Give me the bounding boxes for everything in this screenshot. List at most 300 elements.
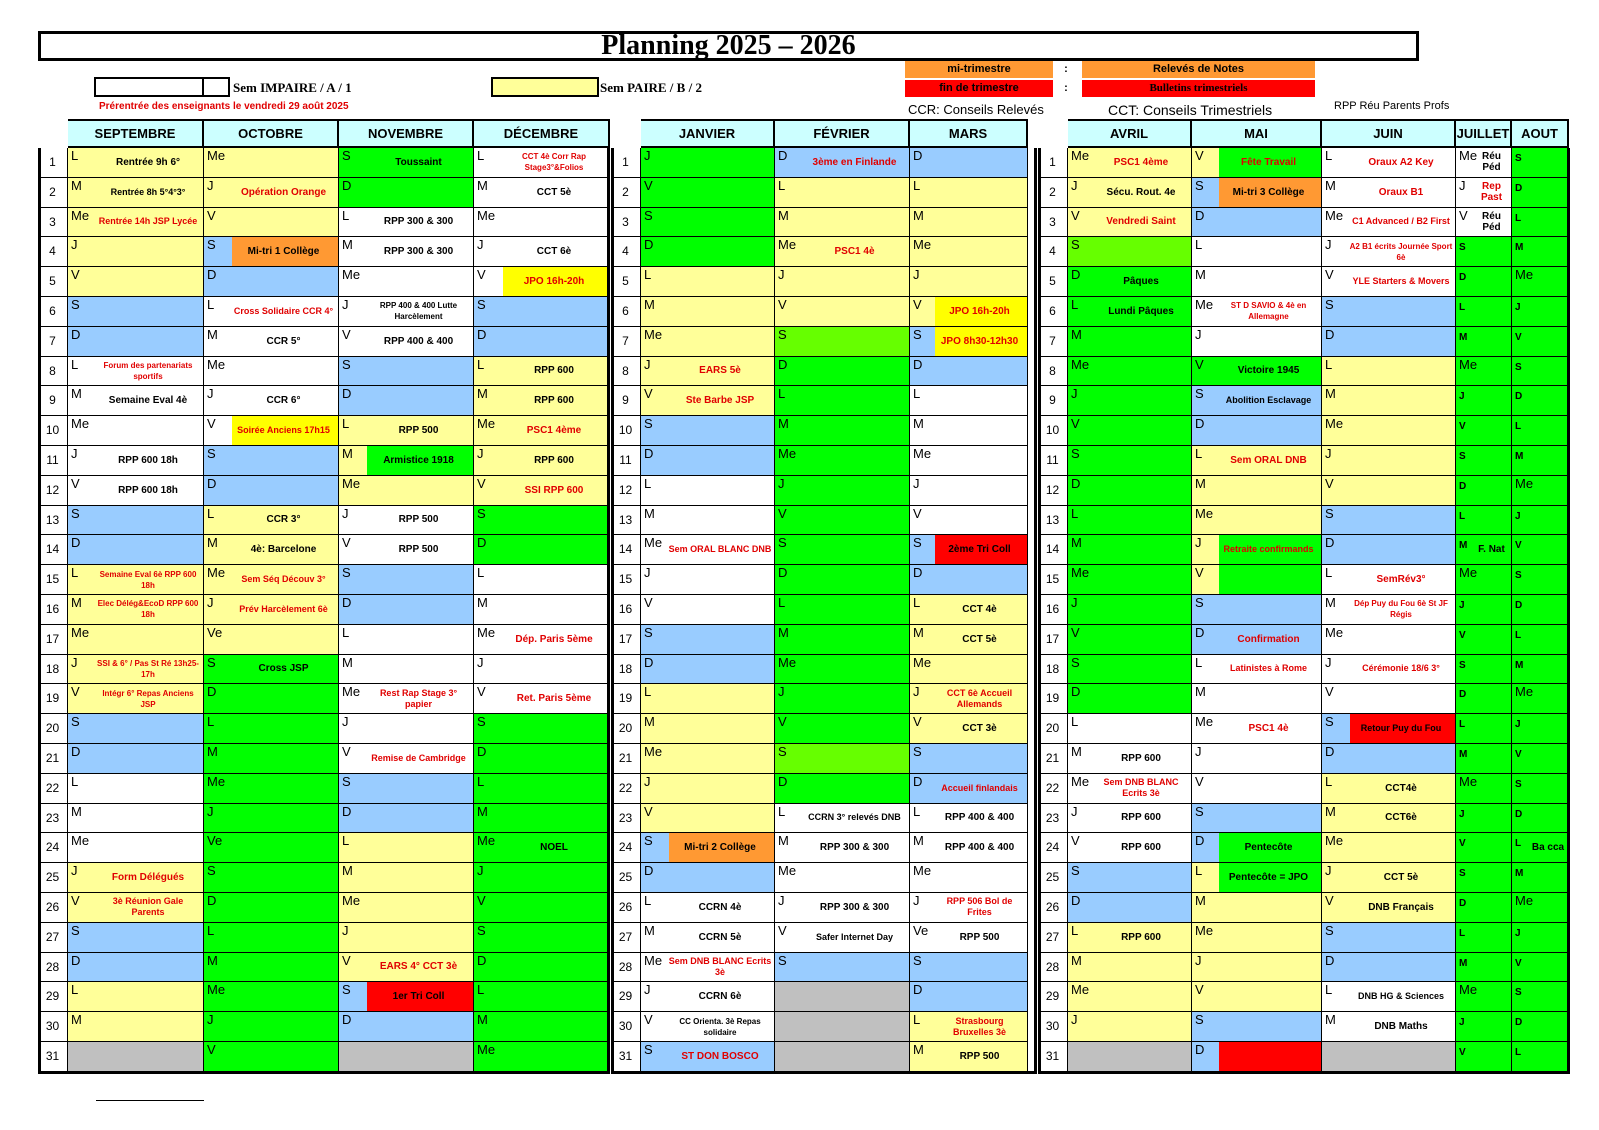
- day-letter: S: [1515, 778, 1522, 790]
- day-letter: S: [1195, 803, 1204, 819]
- event-label: Latinistes à Rome: [1229, 663, 1308, 674]
- day-letter: V: [342, 535, 351, 551]
- event-label: Soirée Anciens 17h15: [237, 425, 330, 436]
- day-number: 20: [611, 714, 641, 744]
- day-letter: Me: [71, 416, 90, 432]
- day-letter: L: [207, 297, 215, 312]
- day-letter: L: [1195, 237, 1203, 253]
- event-label: Sem DNB BLANC Ecrits 3è: [668, 955, 772, 977]
- day-letter: Me: [71, 833, 90, 849]
- day-letter: Me: [71, 207, 90, 223]
- day-letter: M: [1459, 749, 1468, 760]
- event-label: RPP 400 & 400: [383, 335, 454, 347]
- day-letter: Me: [1325, 207, 1344, 223]
- day-number: 18: [1038, 655, 1068, 685]
- day-letter: V: [71, 267, 80, 283]
- day-letter: Me: [207, 982, 226, 998]
- day-letter: J: [477, 654, 484, 670]
- event-label: 4è: Barcelone: [250, 544, 317, 556]
- event-label: RPP 600: [1121, 931, 1161, 943]
- day-letter: M: [913, 833, 924, 849]
- event-label: Safer Internet Day: [815, 931, 894, 942]
- day-letter: M: [1325, 386, 1336, 402]
- day-letter: L: [644, 893, 652, 908]
- day-letter: S: [913, 744, 922, 759]
- event-label: F. Nat: [1478, 544, 1505, 556]
- day-letter: M: [477, 595, 488, 610]
- event-label: CCRN 4è: [698, 901, 742, 913]
- event-label: Mi-tri 3 Collège: [1232, 186, 1305, 198]
- day-number: 16: [611, 595, 641, 625]
- day-number: 28: [611, 953, 641, 983]
- day-letter: S: [1195, 595, 1204, 610]
- day-letter: M: [1195, 684, 1206, 700]
- month-header-6: FÉVRIER: [775, 119, 910, 148]
- event-label: Lundi Pâques: [1108, 305, 1174, 317]
- day-letter: M: [1325, 803, 1336, 819]
- day-letter: J: [913, 267, 920, 283]
- event-label: RPP 500: [398, 544, 439, 556]
- day-letter: L: [1071, 922, 1079, 938]
- day-letter: M: [207, 535, 218, 551]
- day-letter: V: [913, 505, 922, 521]
- day-letter: Me: [477, 624, 496, 640]
- month-header-3: NOVEMBRE: [339, 119, 474, 148]
- day-letter: Me: [913, 654, 932, 670]
- day-letter: J: [477, 863, 484, 879]
- day-letter: L: [207, 714, 215, 730]
- day-letter: L: [71, 565, 79, 581]
- day-letter: J: [644, 356, 651, 372]
- day-letter: Me: [913, 237, 932, 253]
- day-number: 14: [1038, 535, 1068, 565]
- day-letter: S: [71, 714, 80, 730]
- day-letter: V: [1515, 540, 1522, 552]
- day-letter: S: [913, 326, 922, 342]
- day-letter: Me: [477, 416, 496, 432]
- day-letter: Me: [207, 356, 226, 372]
- day-number: 22: [38, 774, 68, 804]
- calendar-block-1: [38, 148, 610, 1074]
- event-label: CCT 6è Accueil Allemands: [946, 687, 1013, 709]
- day-letter: V: [1459, 207, 1468, 223]
- day-letter: J: [71, 237, 78, 253]
- event-label: RPP 600: [534, 395, 574, 407]
- event-label: Cérémonie 18/6 3°: [1362, 663, 1440, 674]
- day-number: 26: [38, 893, 68, 923]
- event-label: RPP 400 & 400: [944, 842, 1015, 854]
- event-label: CCRN 6è: [698, 991, 742, 1003]
- day-number: 17: [611, 625, 641, 655]
- day-letter: Me: [1071, 356, 1090, 372]
- day-number: 25: [1038, 863, 1068, 893]
- day-letter: S: [1459, 659, 1466, 671]
- day-number: 18: [38, 655, 68, 685]
- day-letter: L: [71, 148, 79, 163]
- day-letter: S: [71, 922, 80, 938]
- event-label: CCR 3°: [266, 514, 301, 526]
- day-letter: L: [778, 803, 786, 819]
- day-letter: L: [778, 595, 786, 610]
- day-letter: Me: [477, 207, 496, 223]
- day-letter: J: [644, 982, 651, 998]
- day-letter: Me: [207, 773, 226, 789]
- day-letter: Me: [342, 475, 361, 491]
- day-letter: J: [1195, 535, 1202, 551]
- day-number: 15: [1038, 565, 1068, 595]
- day-letter: M: [207, 744, 218, 759]
- day-letter: L: [1195, 654, 1203, 670]
- day-number: 23: [1038, 804, 1068, 834]
- event-label: CCT 5è: [536, 186, 572, 198]
- day-letter: L: [1515, 421, 1522, 433]
- day-letter: D: [1195, 624, 1205, 640]
- event-label: Accueil finlandais: [941, 782, 1018, 793]
- day-letter: S: [1459, 451, 1466, 462]
- day-letter: Me: [1071, 148, 1090, 163]
- day-number: 20: [38, 714, 68, 744]
- day-letter: L: [644, 267, 652, 283]
- day-letter: D: [71, 952, 81, 968]
- event-label: CCT6è: [1385, 812, 1417, 824]
- day-letter: M: [71, 386, 82, 402]
- day-letter: D: [1195, 416, 1205, 432]
- event-label: Pâques: [1123, 276, 1159, 288]
- day-number: 2: [1038, 178, 1068, 208]
- day-letter: M: [1515, 868, 1524, 880]
- event-label: PSC1 4ème: [1113, 156, 1169, 168]
- event-label: DNB HG & Sciences: [1357, 991, 1445, 1002]
- event-label: Intégr 6° Repas Anciens JSP: [102, 688, 194, 709]
- day-letter: V: [778, 505, 787, 521]
- day-letter: J: [477, 237, 484, 253]
- day-letter: M: [1459, 957, 1468, 969]
- day-number: 11: [1038, 446, 1068, 476]
- day-letter: M: [342, 863, 353, 879]
- day-letter: J: [1515, 719, 1521, 731]
- day-letter: S: [913, 535, 922, 551]
- event-label: ST D SAVIO & 4è en Allemagne: [1230, 301, 1307, 322]
- day-number: 3: [611, 208, 641, 238]
- day-letter: D: [207, 893, 217, 908]
- day-letter: S: [207, 863, 216, 879]
- day-letter: V: [1325, 893, 1334, 908]
- day-letter: M: [913, 624, 924, 640]
- day-number: 5: [38, 267, 68, 297]
- day-letter: J: [1195, 744, 1202, 759]
- day-number: 4: [38, 237, 68, 267]
- day-letter: M: [71, 177, 82, 193]
- day-letter: S: [1459, 242, 1466, 254]
- day-number: 19: [1038, 684, 1068, 714]
- day-letter: Me: [644, 952, 663, 968]
- day-letter: J: [342, 505, 349, 521]
- day-letter: S: [1515, 361, 1522, 373]
- day-letter: V: [1325, 475, 1334, 491]
- day-number: 22: [1038, 774, 1068, 804]
- day-letter: V: [71, 475, 80, 491]
- day-number: 22: [611, 774, 641, 804]
- event-label: JPO 16h-20h: [523, 276, 585, 288]
- day-number: 3: [38, 208, 68, 238]
- day-letter: M: [1325, 595, 1336, 610]
- day-letter: D: [1325, 952, 1335, 968]
- day-letter: D: [913, 773, 923, 789]
- day-letter: M: [1325, 177, 1336, 193]
- day-number: 24: [1038, 833, 1068, 863]
- day-letter: L: [1459, 302, 1466, 313]
- day-letter: Ve: [207, 624, 223, 640]
- event-label: JPO 8h30-12h30: [940, 335, 1019, 347]
- day-letter: V: [1071, 416, 1080, 432]
- day-letter: S: [342, 565, 351, 581]
- day-letter: L: [207, 922, 215, 938]
- event-label: Mi-tri 2 Collège: [684, 842, 756, 854]
- month-header-1: SEPTEMBRE: [68, 119, 204, 148]
- day-letter: Me: [1459, 565, 1478, 581]
- day-letter: J: [207, 177, 214, 193]
- day-letter: Me: [207, 148, 226, 163]
- legend-even-label: Sem PAIRE / B / 2: [600, 80, 702, 95]
- day-number: 31: [38, 1042, 68, 1072]
- event-label: A2 B1 écrits Journée Sport 6è: [1349, 241, 1453, 262]
- day-letter: S: [342, 148, 351, 163]
- day-letter: J: [1071, 595, 1078, 610]
- day-letter: J: [1071, 177, 1078, 193]
- day-letter: J: [1195, 952, 1202, 968]
- day-number: 8: [1038, 357, 1068, 387]
- day-letter: M: [1325, 1012, 1336, 1028]
- month-header-4: DÉCEMBRE: [474, 119, 610, 148]
- event-label: Abolition Esclavage: [1225, 395, 1312, 406]
- event-label: RPP 400 & 400: [944, 812, 1015, 824]
- day-letter: D: [778, 773, 788, 789]
- event-label: NOEL: [540, 842, 568, 854]
- day-letter: M: [1071, 535, 1082, 551]
- day-letter: L: [1325, 565, 1333, 581]
- day-letter: M: [1515, 242, 1524, 254]
- day-letter: M: [71, 1012, 82, 1028]
- day-number: 9: [38, 386, 68, 416]
- event-label: SemRév3°: [1376, 574, 1426, 586]
- event-label: Rentrée 8h 5°4°3°: [110, 186, 186, 197]
- day-letter: L: [644, 475, 652, 491]
- day-letter: J: [1325, 237, 1332, 253]
- day-letter: D: [207, 684, 217, 700]
- day-letter: D: [913, 565, 923, 581]
- event-label: Armistice 1918: [383, 454, 454, 466]
- month-header-5: JANVIER: [641, 119, 775, 148]
- day-letter: D: [1459, 272, 1467, 284]
- event-label: RPP 500: [959, 1050, 1000, 1062]
- day-letter: Me: [1459, 148, 1478, 163]
- day-letter: M: [644, 922, 655, 938]
- event-label: Confirmation: [1237, 633, 1300, 645]
- day-letter: S: [342, 356, 351, 372]
- day-letter: Ve: [913, 922, 929, 938]
- day-letter: S: [1071, 446, 1080, 461]
- day-letter: L: [1325, 773, 1333, 789]
- event-label: Retour Puy du Fou: [1360, 723, 1442, 734]
- day-letter: L: [71, 773, 79, 789]
- day-letter: M: [913, 1042, 924, 1057]
- event-label: Mi-tri 1 Collège: [247, 246, 320, 258]
- day-letter: S: [1325, 714, 1334, 730]
- day-letter: M: [778, 416, 789, 432]
- event-label: Ret. Paris 5ème: [516, 693, 592, 705]
- event-label: Sem ORAL DNB: [1230, 454, 1307, 466]
- day-letter: D: [1071, 475, 1081, 491]
- day-letter: V: [1515, 749, 1522, 760]
- event-label: Cross Solidaire CCR 4°: [233, 305, 334, 316]
- day-number: 13: [611, 506, 641, 536]
- event-label: CCT4è: [1385, 782, 1417, 794]
- day-letter: L: [778, 386, 786, 402]
- month-header-11: JUILLET: [1456, 119, 1512, 148]
- day-number: 21: [1038, 744, 1068, 774]
- day-letter: V: [913, 714, 922, 730]
- day-letter: M: [477, 1012, 488, 1028]
- day-letter: L: [342, 416, 350, 432]
- day-letter: D: [1071, 684, 1081, 700]
- legend-releves: Relevés de Notes: [1082, 61, 1315, 78]
- day-letter: Me: [1195, 714, 1214, 730]
- legend-colon-2: :: [1064, 82, 1068, 94]
- legend-end-term: fin de trimestre: [905, 80, 1053, 97]
- day-number: 12: [1038, 476, 1068, 506]
- day-letter: S: [913, 952, 922, 968]
- day-letter: Me: [778, 654, 797, 670]
- day-letter: D: [342, 595, 352, 610]
- day-letter: L: [1515, 212, 1522, 224]
- day-letter: V: [1195, 356, 1204, 372]
- day-letter: J: [913, 684, 920, 700]
- day-letter: J: [1325, 863, 1332, 879]
- day-letter: V: [913, 297, 922, 312]
- event-label: DNB Maths: [1374, 1021, 1428, 1033]
- legend-bulletins: Bulletins trimestriels: [1082, 80, 1315, 97]
- day-letter: V: [778, 714, 787, 730]
- day-letter: V: [1459, 1047, 1466, 1058]
- event-label: Pentecôte = JPO: [1228, 872, 1309, 884]
- day-letter: S: [644, 207, 653, 223]
- event-label: Rep Past: [1480, 181, 1503, 204]
- day-letter: V: [1195, 148, 1204, 163]
- day-number: 7: [1038, 327, 1068, 357]
- day-letter: J: [778, 267, 785, 283]
- day-letter: L: [913, 803, 921, 819]
- day-letter: D: [1071, 267, 1081, 283]
- day-letter: V: [644, 595, 653, 610]
- day-letter: Me: [913, 446, 932, 461]
- day-letter: V: [1325, 267, 1334, 283]
- day-letter: S: [644, 416, 653, 432]
- day-number: 27: [1038, 923, 1068, 953]
- legend-ccr: CCR: Conseils Relevés: [908, 102, 1044, 117]
- day-letter: L: [778, 177, 786, 193]
- day-number: 30: [38, 1012, 68, 1042]
- day-letter: V: [71, 684, 80, 700]
- day-letter: J: [778, 893, 785, 908]
- day-number: 23: [38, 804, 68, 834]
- day-letter: M: [778, 624, 789, 640]
- day-letter: D: [778, 356, 788, 372]
- event-label: RPP 300 & 300: [383, 246, 454, 258]
- day-letter: D: [477, 535, 487, 551]
- month-header-12: AOUT: [1512, 119, 1569, 148]
- day-letter: M: [778, 207, 789, 223]
- day-letter: L: [1195, 863, 1203, 879]
- event-label: Réu Péd: [1482, 210, 1501, 233]
- day-letter: J: [207, 595, 214, 610]
- day-letter: D: [71, 535, 81, 551]
- day-number: 2: [611, 178, 641, 208]
- day-letter: S: [1515, 987, 1522, 999]
- event-label: ST DON BOSCO: [681, 1050, 759, 1062]
- day-letter: S: [1071, 237, 1080, 253]
- day-letter: L: [644, 684, 652, 700]
- page-title: Planning 2025 – 2026: [38, 31, 1419, 61]
- event-label: Rentrée 9h 6°: [115, 156, 181, 168]
- day-number: 27: [611, 923, 641, 953]
- day-letter: L: [1515, 629, 1522, 641]
- day-letter: Me: [342, 267, 361, 283]
- day-letter: M: [1071, 326, 1082, 342]
- event-label: RPP 300 & 300: [383, 216, 454, 228]
- day-number: 16: [38, 595, 68, 625]
- event-label: Ste Barbe JSP: [685, 395, 755, 407]
- day-number: 26: [1038, 893, 1068, 923]
- day-letter: D: [913, 982, 923, 998]
- day-letter: M: [342, 237, 353, 253]
- event-label: Forum des partenariats sportifs: [103, 360, 193, 381]
- legend-cct: CCT: Conseils Trimestriels: [1108, 102, 1273, 118]
- day-letter: V: [1459, 629, 1466, 641]
- day-letter: V: [1071, 833, 1080, 849]
- event-label: Retraite confirmands: [1223, 544, 1314, 555]
- event-label: PSC1 4è: [1248, 723, 1289, 735]
- day-letter: D: [778, 565, 788, 581]
- event-label: DNB Français: [1368, 901, 1434, 913]
- day-letter: L: [913, 1012, 921, 1028]
- day-letter: Me: [342, 684, 361, 700]
- day-letter: J: [1459, 1017, 1465, 1029]
- event-label: RPP 600: [534, 365, 574, 377]
- month-header-9: MAI: [1192, 119, 1322, 148]
- day-letter: M: [1459, 331, 1468, 343]
- day-number: 12: [38, 476, 68, 506]
- day-letter: L: [913, 177, 921, 193]
- event-label: Form Délégués: [111, 872, 185, 884]
- day-letter: L: [71, 356, 79, 372]
- legend-rpp: RPP Réu Parents Profs: [1334, 100, 1450, 112]
- day-letter: M: [1515, 659, 1524, 671]
- event-label: Cross JSP: [258, 663, 309, 675]
- day-letter: J: [207, 803, 214, 819]
- day-letter: D: [477, 326, 487, 342]
- day-letter: Me: [207, 565, 226, 581]
- day-number: 16: [1038, 595, 1068, 625]
- day-number: 4: [1038, 237, 1068, 267]
- day-letter: Me: [644, 744, 663, 759]
- day-number: 26: [611, 893, 641, 923]
- event-label: PSC1 4ème: [526, 425, 582, 437]
- day-letter: Me: [1071, 982, 1090, 998]
- day-letter: L: [477, 982, 485, 998]
- day-letter: J: [1459, 600, 1465, 611]
- day-letter: V: [477, 267, 486, 283]
- event-label: Semaine Eval 6è RPP 600 18h: [99, 569, 197, 590]
